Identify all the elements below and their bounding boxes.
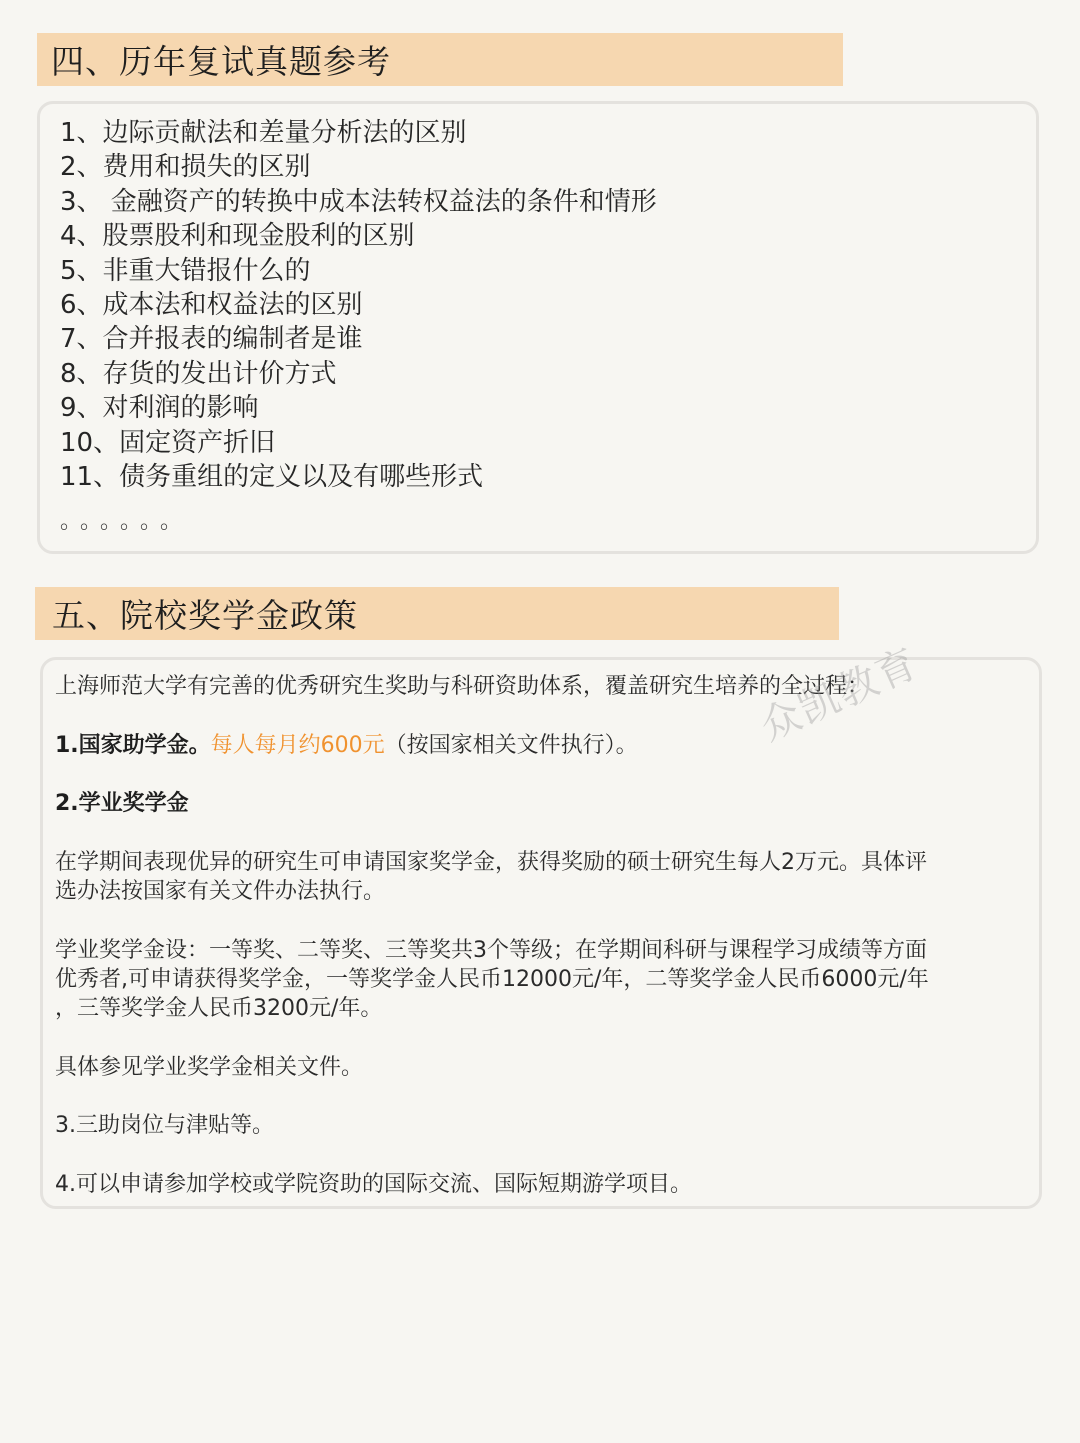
list-item: 4、股票股利和现金股利的区别 <box>60 221 415 252</box>
academic-scholarship-line-3: ，三等奖学金人民币3200元/年。 <box>55 996 383 1021</box>
intro-text: 上海师范大学有完善的优秀研究生奖助与科研资助体系，覆盖研究生培养的全过程： <box>55 674 870 699</box>
academic-scholarship-line-1: 学业奖学金设：一等奖、二等奖、三等奖共3个等级；在学期间科研与课程学习成绩等方面 <box>55 938 928 963</box>
list-item: 5、非重大错报什么的 <box>60 255 311 286</box>
list-item: 11、债务重组的定义以及有哪些形式 <box>60 461 484 492</box>
reference-note: 具体参见学业奖学金相关文件。 <box>55 1055 364 1080</box>
section-title: 五、院校奖学金政策 <box>52 596 358 635</box>
list-item: 3、 金融资产的转换中成本法转权益法的条件和情形 <box>60 186 657 217</box>
list-item: 2、费用和损失的区别 <box>60 152 311 183</box>
assistantship-item: 3.三助岗位与津贴等。 <box>55 1113 274 1138</box>
list-item: 1、边际贡献法和差量分析法的区别 <box>60 118 467 148</box>
national-scholarship-line-1: 在学期间表现优异的研究生可申请国家奖学金，获得奖励的硕士研究生每人2万元。具体评 <box>55 850 927 875</box>
list-item: 6、成本法和权益法的区别 <box>60 289 363 320</box>
national-grant-note: （按国家相关文件执行）。 <box>384 733 638 758</box>
exam-questions-card <box>37 101 1039 554</box>
watermark-logo-text: 众凯教育 <box>753 639 926 751</box>
national-grant-amount: 每人每月约600元 <box>210 733 385 758</box>
section-header-scholarship-policy <box>35 587 839 640</box>
list-item: 10、固定资产折旧 <box>60 427 276 458</box>
national-grant-line <box>55 731 638 760</box>
list-item: 9、对利润的影响 <box>60 393 259 424</box>
list-item: 7、合并报表的编制者是谁 <box>60 324 363 355</box>
section-title: 四、历年复试真题参考 <box>51 42 391 81</box>
academic-scholarship-title: 2.学业奖学金 <box>55 791 189 816</box>
list-item: 8、存货的发出计价方式 <box>60 358 337 389</box>
section-header-exam-questions <box>37 33 843 86</box>
national-scholarship-line-2: 选办法按国家有关文件办法执行。 <box>55 879 386 904</box>
national-grant-title: 1.国家助学金。 <box>55 733 211 758</box>
academic-scholarship-line-2: 优秀者,可申请获得奖学金，一等奖学金人民币12000元/年，二等奖学金人民币6000元/年 <box>55 967 929 992</box>
international-exchange-item: 4.可以申请参加学校或学院资助的国际交流、国际短期游学项目。 <box>55 1172 692 1197</box>
exam-question-list <box>60 116 657 494</box>
scholarship-policy-card <box>40 657 1042 1209</box>
ellipsis-dots: 。。。。。。 <box>60 509 192 534</box>
